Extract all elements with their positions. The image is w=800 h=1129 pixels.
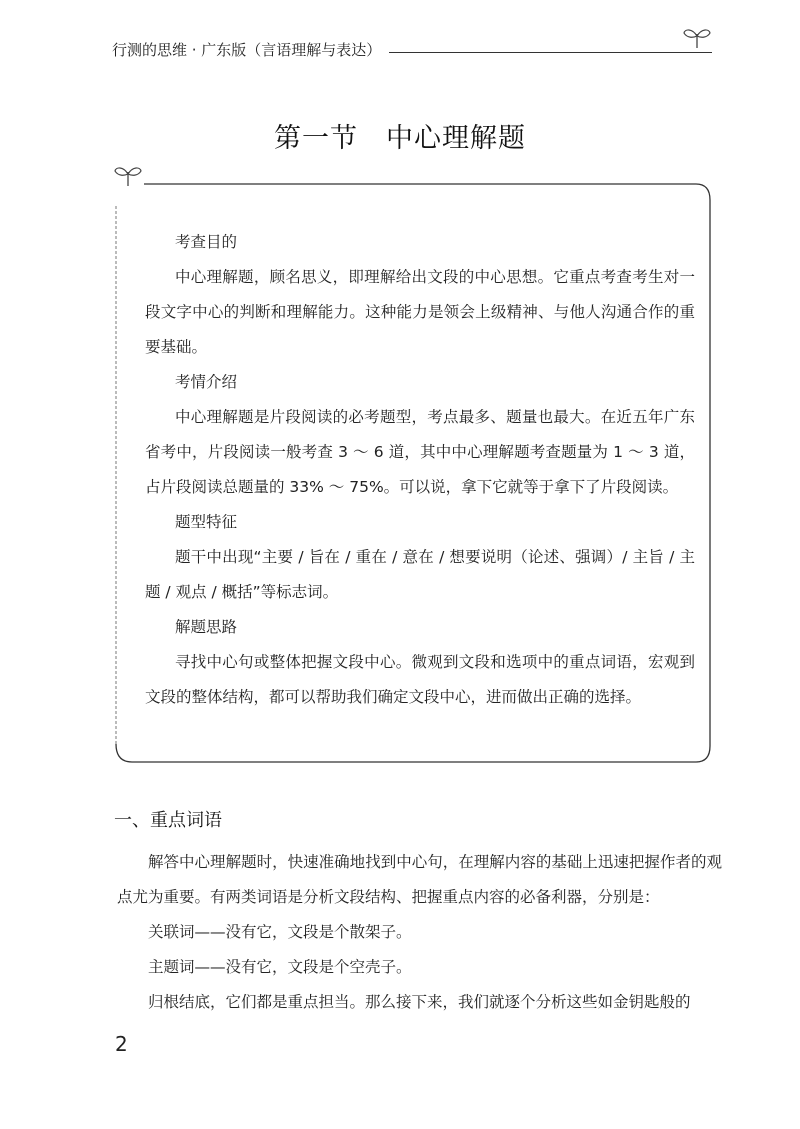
box-heading: 考情介绍 xyxy=(175,373,238,391)
body-text xyxy=(117,845,722,1020)
box-block-purpose xyxy=(145,225,695,365)
body-paragraph: 归根结底，它们都是重点担当。那么接下来，我们就逐个分析这些如金钥匙般的 xyxy=(148,993,691,1011)
body-paragraph: 主题词——没有它，文段是个空壳子。 xyxy=(148,958,412,976)
sprout-icon xyxy=(682,24,712,50)
info-box-content xyxy=(145,225,695,715)
body-paragraph: 解答中心理解题时，快速准确地找到中心句，在理解内容的基础上迅速把握作者的观点尤为重要。有两类词语是分析文段结构、把握重点内容的必备利器，分别是： xyxy=(117,853,722,906)
box-block-question-features xyxy=(145,505,695,610)
box-paragraph: 题干中出现“主要 / 旨在 / 重在 / 意在 / 想要说明（论述、强调）/ 主旨 / 主题 / 观点 / 概括”等标志词。 xyxy=(145,548,695,601)
page-number: 2 xyxy=(115,1032,128,1056)
box-block-solving-approach xyxy=(145,610,695,715)
section-heading: 一、重点词语 xyxy=(114,810,222,831)
box-sprout-icon xyxy=(115,168,141,186)
running-header-title: 行测的思维 · 广东版（言语理解与表达） xyxy=(112,40,382,59)
running-header xyxy=(112,38,712,60)
box-heading: 题型特征 xyxy=(175,513,238,531)
section-title: 第一节 中心理解题 xyxy=(274,123,526,154)
box-heading: 考查目的 xyxy=(175,233,238,251)
box-block-exam-info xyxy=(145,365,695,505)
header-rule xyxy=(389,52,712,53)
body-paragraph: 关联词——没有它，文段是个散架子。 xyxy=(148,923,412,941)
box-heading: 解题思路 xyxy=(175,618,238,636)
box-paragraph: 中心理解题，顾名思义，即理解给出文段的中心思想。它重点考查考生对一段文字中心的判断和理解能力。这种能力是领会上级精神、与他人沟通合作的重要基础。 xyxy=(145,268,695,356)
box-paragraph: 寻找中心句或整体把握文段中心。微观到文段和选项中的重点词语，宏观到文段的整体结构，都可以帮助我们确定文段中心，进而做出正确的选择。 xyxy=(145,653,695,706)
box-paragraph: 中心理解题是片段阅读的必考题型，考点最多、题量也最大。在近五年广东省考中，片段阅读一般考查 3 ～ 6 道，其中中心理解题考查题量为 1 ～ 3 道，占片段阅读总题量的 33% ～ 75%。可以说，拿下它就等于拿下了片段阅读。 xyxy=(145,408,695,496)
